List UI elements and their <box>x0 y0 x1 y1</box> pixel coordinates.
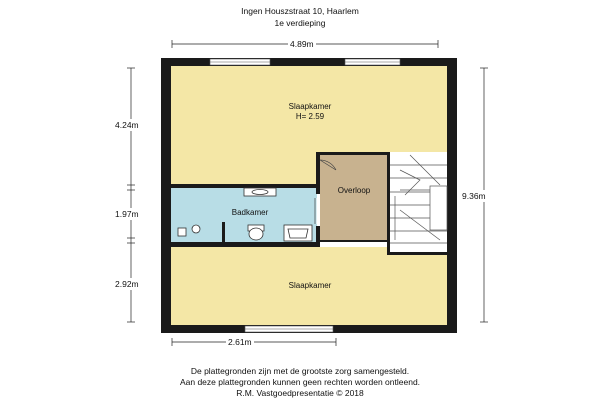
bathroom-divider <box>222 222 225 242</box>
bottom-window <box>245 326 333 332</box>
room-label-bedroom-top: Slaapkamer <box>288 102 332 111</box>
plan-floor: 1e verdieping <box>274 18 326 28</box>
dim-width-top: 4.89m <box>290 39 314 49</box>
disclaimer-line-1: De plattegronden zijn met de grootste zorg samengesteld. <box>190 366 410 376</box>
dim-height-total: 9.36m <box>462 191 486 201</box>
dim-width-bottom: 2.61m <box>228 337 252 347</box>
room-label-bathroom: Badkamer <box>231 208 269 217</box>
room-label-bedroom-bottom: Slaapkamer <box>288 281 332 290</box>
dim-left-top: 4.24m <box>115 120 139 130</box>
disclaimer-line-2: Aan deze plattegronden kunnen geen rechten worden ontleend. <box>179 377 421 387</box>
landing-fill <box>320 154 388 242</box>
dim-left-middle: 1.97m <box>115 209 139 219</box>
copyright-line: R.M. Vastgoedpresentatie © 2018 <box>236 388 364 398</box>
dim-left-bottom: 2.92m <box>115 279 139 289</box>
room-label-ceiling-height: H= 2.59 <box>295 112 325 121</box>
room-label-landing: Overloop <box>337 186 371 195</box>
plan-address: Ingen Houszstraat 10, Haarlem <box>241 6 359 16</box>
